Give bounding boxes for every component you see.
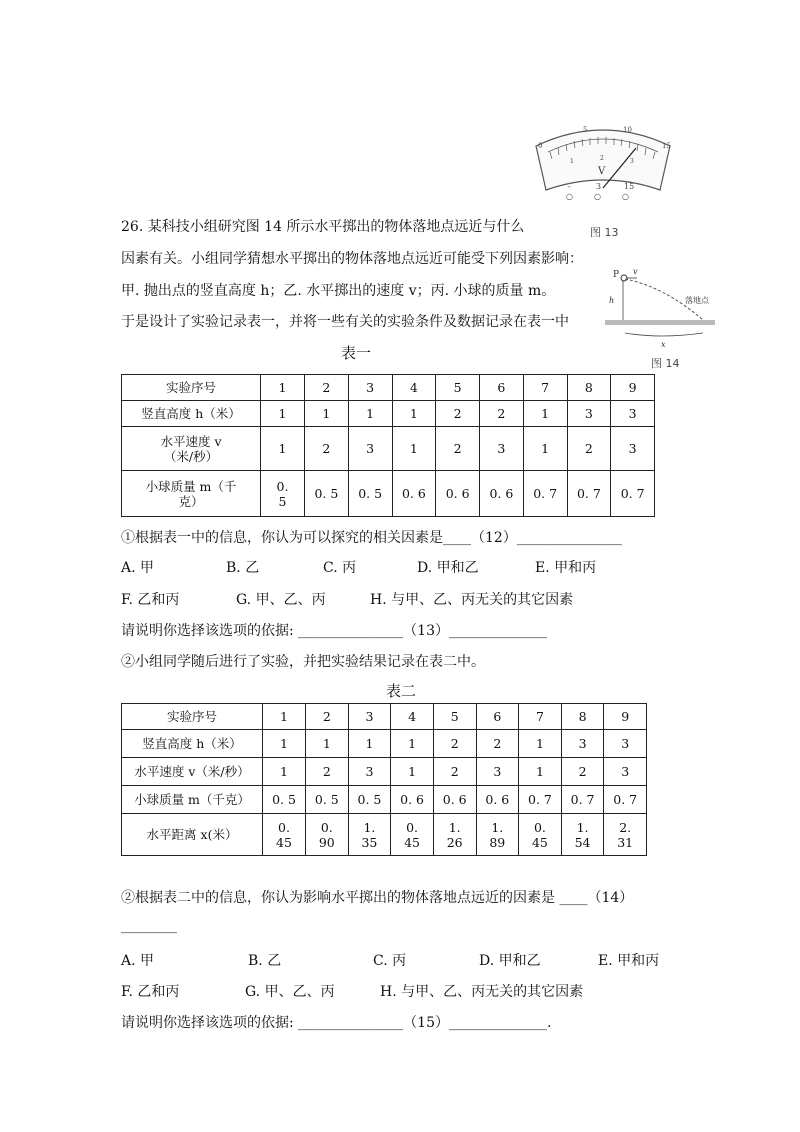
q1-question: ①根据表一中的信息，你认为可以探究的相关因素是____（12）_______________ <box>121 530 622 546</box>
table2 <box>121 703 647 856</box>
svg-text:h: h <box>609 296 615 305</box>
table-row: 小球质量 m（千克） 0. 5 0. 5 0. 5 0. 6 0. 6 0. 6 0. 7 0. 7 0. 7 <box>122 786 647 814</box>
voltmeter-terminals: - 3 15 ○ ○ ○ <box>566 182 635 201</box>
table-row: 竖直高度 h（米） 1 1 1 1 2 2 1 3 3 <box>122 401 655 427</box>
table-row: 竖直高度 h（米） 1 1 1 1 2 2 1 3 3 <box>122 730 647 758</box>
table-row: 实验序号 1 2 3 4 5 6 7 8 9 <box>122 704 647 730</box>
intro-line-2: 因素有关。小组同学猜想水平掷出的物体落地点远近可能受下列因素影响： <box>121 251 583 267</box>
svg-text:1: 1 <box>570 158 574 165</box>
q3-reason: 请说明你选择该选项的依据: _______________（15）______________. <box>121 1015 552 1031</box>
table-row: 实验序号 1 2 3 4 5 6 7 8 9 <box>122 375 655 401</box>
projectile-diagram-icon <box>605 265 725 350</box>
q3-blank: ________ <box>121 918 177 934</box>
table-row: 水平距离 x(米） 0. 45 0. 90 1. 35 0. 45 1. 26 1. 89 0. 45 1. 54 2. 31 <box>122 814 647 856</box>
svg-text:x: x <box>661 340 666 349</box>
figure-14-caption: 图 14 <box>651 357 680 370</box>
intro-line-4: 于是设计了实验记录表一，并将一些有关的实验条件及数据记录在表一中 <box>121 314 569 330</box>
q1-reason: 请说明你选择该选项的依据: _______________（13）______________ <box>121 623 547 639</box>
svg-text:落地点: 落地点 <box>685 296 709 305</box>
q3-question: ②根据表二中的信息，你认为影响水平掷出的物体落地点远近的因素是 ____（14） <box>121 890 634 906</box>
svg-text:0: 0 <box>538 142 543 150</box>
table1 <box>121 374 655 517</box>
figure-13-caption: 图 13 <box>590 226 619 239</box>
table2-title: 表二 <box>386 682 417 700</box>
svg-text:P: P <box>613 270 620 280</box>
svg-text:v: v <box>633 267 638 276</box>
intro-line-1: 26. 某科技小组研究图 14 所示水平掷出的物体落地点远近与什么 <box>121 219 525 235</box>
svg-text:15: 15 <box>662 142 671 150</box>
intro-line-3: 甲. 抛出点的竖直高度 h；乙. 水平掷出的速度 v；丙. 小球的质量 m。 <box>121 283 556 299</box>
svg-text:V: V <box>598 166 606 177</box>
table-row: 水平速度 v（米/秒） 1 2 3 1 2 3 1 2 3 <box>122 758 647 786</box>
svg-text:5: 5 <box>583 126 588 134</box>
figure-13-voltmeter <box>528 118 678 240</box>
figure-14-projectile <box>605 265 725 375</box>
table1-title: 表一 <box>341 344 372 362</box>
table-row: 小球质量 m（千 克） 0. 5 0. 5 0. 5 0. 6 0. 6 0. 6 0. 7 0. 7 0. 7 <box>122 471 655 517</box>
q2-intro: ②小组同学随后进行了实验，并把实验结果记录在表二中。 <box>121 654 485 670</box>
table-row: 水平速度 v （米/秒） 1 2 3 1 2 3 1 2 3 <box>122 427 655 471</box>
svg-text:10: 10 <box>623 126 632 134</box>
svg-text:2: 2 <box>600 155 604 162</box>
svg-text:3: 3 <box>630 158 634 165</box>
